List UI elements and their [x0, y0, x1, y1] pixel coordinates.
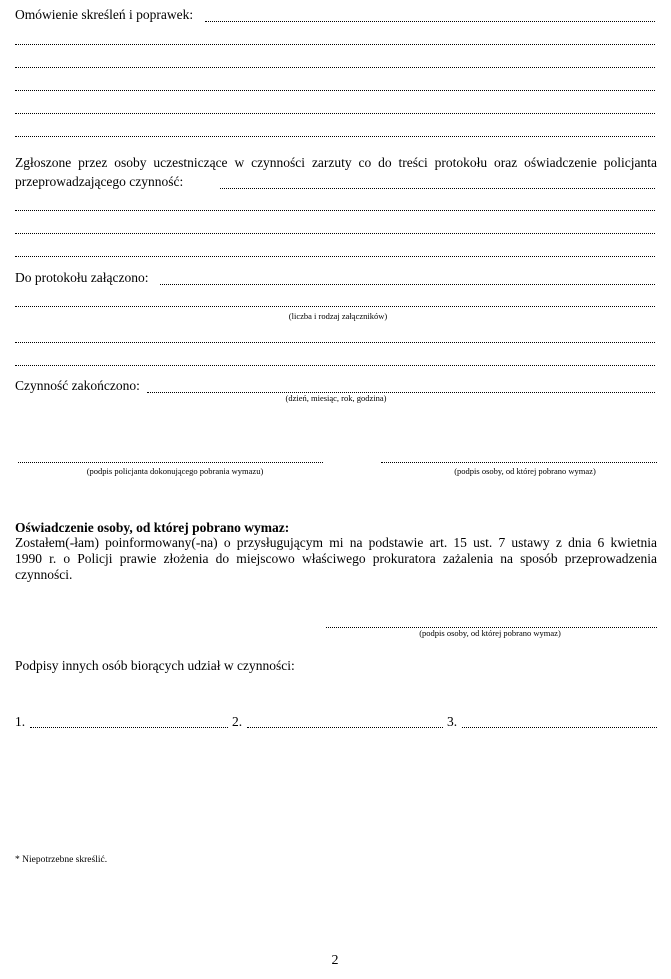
other-signatures-label: Podpisy innych osób biorących udział w czynności: [15, 658, 295, 673]
corrections-field-line-1[interactable] [205, 21, 655, 22]
attachments-field-line-4[interactable] [15, 365, 655, 366]
completion-caption: (dzień, miesiąc, rok, godzina) [285, 393, 387, 403]
statement-line-3: czynności. [15, 567, 73, 582]
person-signature-caption: (podpis osoby, od której pobrano wymaz) [454, 466, 596, 476]
corrections-field-line-6[interactable] [15, 136, 655, 137]
statement-line-1: Zostałem(-łam) poinformowany(-na) o przysługującym mi na podstawie art. 15 ust. 7 ustawy z dnia 6 kwietnia [15, 535, 657, 550]
objections-label-line-2: przeprowadzającego czynność: [15, 174, 184, 189]
statement-line-2: 1990 r. o Policji prawie złożenia do miejscowo właściwego prokuratora zażalenia na sposób przeprowadzenia [15, 551, 657, 566]
attachments-label: Do protokołu załączono: [15, 270, 149, 285]
objections-field-line-4[interactable] [15, 256, 655, 257]
corrections-label: Omówienie skreśleń i poprawek: [15, 7, 194, 22]
person-signature-line[interactable] [381, 462, 657, 463]
objections-field-line-1[interactable] [220, 188, 655, 189]
footnote: * Niepotrzebne skreślić. [15, 855, 108, 865]
officer-signature-line[interactable] [18, 462, 323, 463]
completion-label: Czynność zakończono: [15, 378, 140, 393]
corrections-field-line-5[interactable] [15, 113, 655, 114]
attachments-field-line-2[interactable] [15, 306, 655, 307]
other-signature-number-1: 1. [15, 714, 26, 729]
officer-signature-caption: (podpis policjanta dokonującego pobrania wymazu) [86, 466, 264, 476]
objections-field-line-3[interactable] [15, 233, 655, 234]
other-signature-line-1[interactable] [30, 727, 228, 728]
page-number: 2 [331, 953, 339, 968]
attachments-field-line-3[interactable] [15, 342, 655, 343]
other-signature-line-2[interactable] [247, 727, 443, 728]
corrections-field-line-2[interactable] [15, 44, 655, 45]
statement-heading: Oświadczenie osoby, od której pobrano wymaz: [15, 520, 290, 535]
corrections-field-line-3[interactable] [15, 67, 655, 68]
other-signature-line-3[interactable] [462, 727, 657, 728]
other-signature-number-3: 3. [447, 714, 458, 729]
objections-field-line-2[interactable] [15, 210, 655, 211]
other-signature-number-2: 2. [232, 714, 243, 729]
attachments-field-line-1[interactable] [160, 284, 655, 285]
corrections-field-line-4[interactable] [15, 90, 655, 91]
objections-label-line-1: Zgłoszone przez osoby uczestniczące w czynności zarzuty co do treści protokołu oraz oświadczenie policjanta [15, 155, 657, 170]
statement-signature-caption: (podpis osoby, od której pobrano wymaz) [419, 628, 561, 638]
attachments-caption: (liczba i rodzaj załączników) [288, 311, 388, 321]
